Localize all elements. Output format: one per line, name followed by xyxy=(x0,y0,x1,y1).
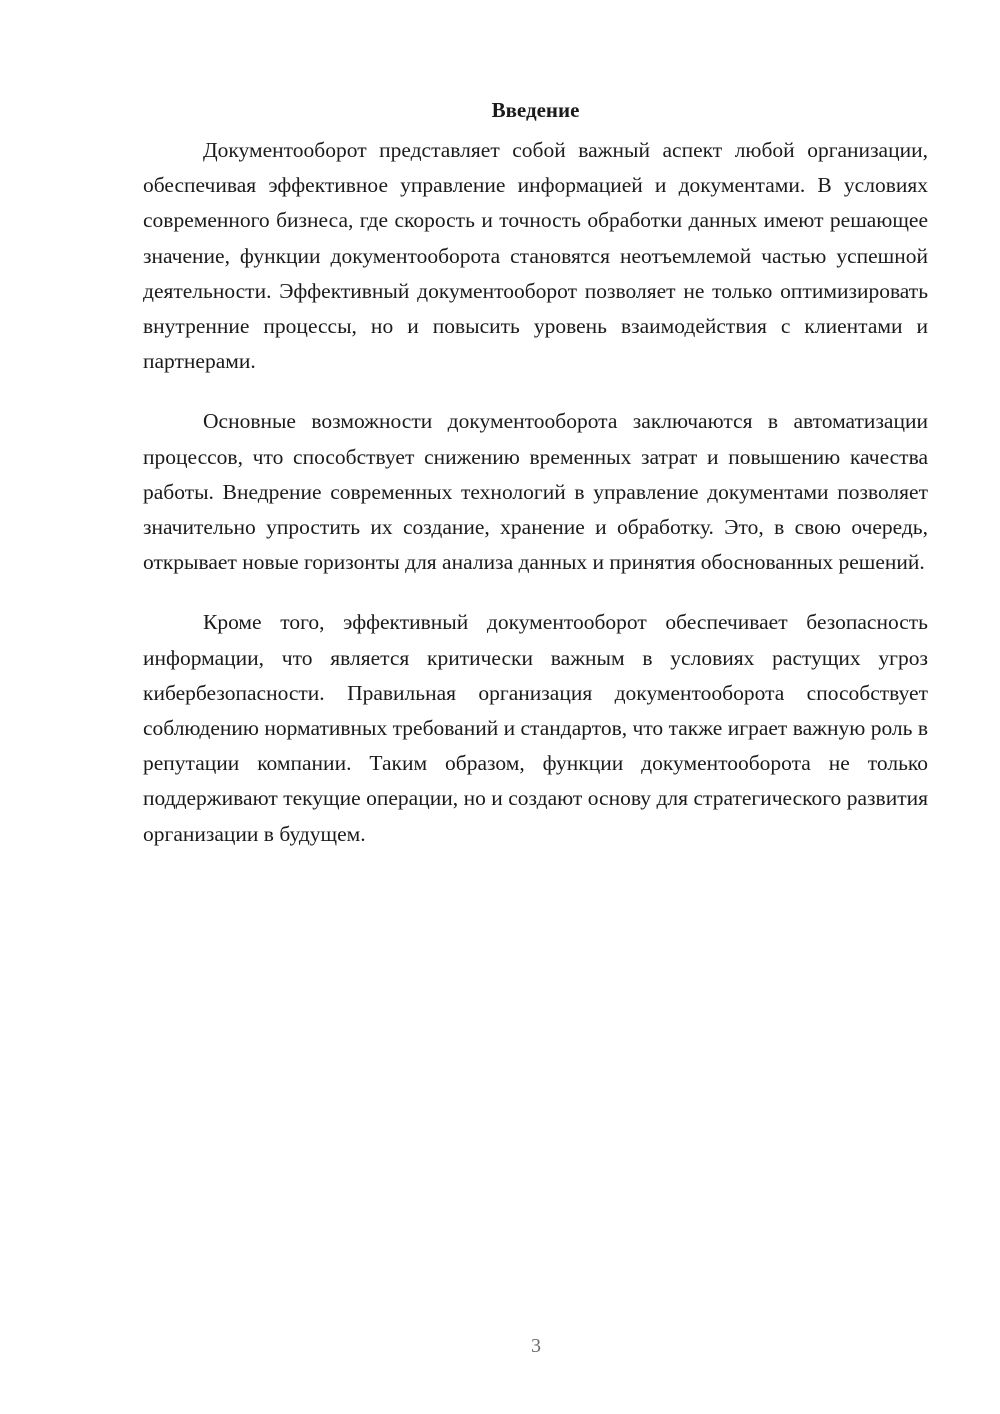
paragraph-1: Документооборот представляет собой важный аспект любой организации, обеспечивая эффективное управление информацией и документами. В условиях современного бизнеса, где скорость и точность обработки данных имеют решающее значение, функции документооборота становятся неотъемлемой частью успешной деятельности. Эффективный документооборот позволяет не только оптимизировать внутренние процессы, но и повысить уровень взаимодействия с клиентами и партнерами. xyxy=(143,138,928,374)
section-title: Введение xyxy=(491,98,580,122)
document-body xyxy=(143,92,928,877)
page-number: 3 xyxy=(531,1335,541,1357)
paragraph-3: Кроме того, эффективный документооборот обеспечивает безопасность информации, что является критически важным в условиях растущих угроз кибербезопасности. Правильная организация документооборота способствует соблюдению нормативных требований и стандартов, что также играет важную роль в репутации компании. Таким образом, функции документооборота не только поддерживают текущие операции, но и создают основу для стратегического развития организации в будущем. xyxy=(143,610,928,846)
paragraph-2: Основные возможности документооборота заключаются в автоматизации процессов, что способствует снижению временных затрат и повышению качества работы. Внедрение современных технологий в управление документами позволяет значительно упростить их создание, хранение и обработку. Это, в свою очередь, открывает новые горизонты для анализа данных и принятия обоснованных решений. xyxy=(143,409,928,575)
